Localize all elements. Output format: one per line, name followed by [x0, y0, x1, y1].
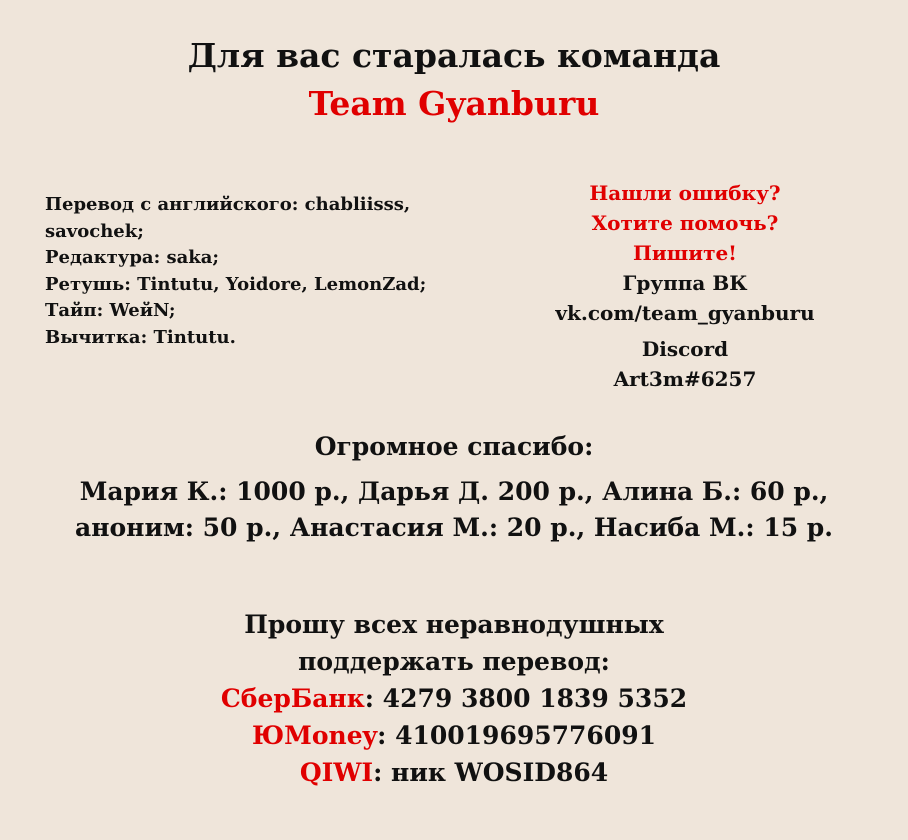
discord-handle: Art3m#6257 — [613, 367, 757, 391]
payment-sberbank — [0, 680, 908, 717]
support-block — [0, 606, 908, 791]
payment-sberbank-name: СберБанк — [220, 684, 365, 713]
contact-block — [520, 178, 850, 394]
credit-line-translation: Перевод с английского: chabliisss, — [45, 194, 411, 215]
payment-qiwi-value: : ник WOSID864 — [373, 758, 609, 787]
payment-yumoney-name: ЮMoney — [252, 721, 378, 750]
credit-line-retouch: Ретушь: Tintutu, Yoidore, LemonZad; — [45, 273, 427, 295]
contact-prompt-2: Хотите помочь? — [591, 211, 779, 235]
payment-yumoney — [0, 717, 908, 754]
vk-link[interactable]: vk.com/team_gyanburu — [555, 301, 815, 325]
thanks-line-1: Мария К.: 1000 р., Дарья Д. 200 р., Алина Б.: 60 р., — [79, 477, 829, 506]
credit-line-editing: Редактура: saka; — [45, 247, 220, 268]
contact-prompt-1: Нашли ошибку? — [589, 181, 781, 205]
vk-label: Группа ВК — [622, 271, 748, 295]
team-name: Team Gyanburu — [308, 84, 600, 123]
thanks-title: Огромное спасибо: — [314, 432, 594, 461]
thanks-list — [0, 474, 908, 546]
discord-label: Discord — [641, 337, 729, 361]
header-title: Для вас старалась команда — [187, 36, 721, 75]
credit-line-typesetting: Тайп: WeйN; — [45, 300, 176, 321]
contact-prompt-3: Пишите! — [633, 241, 737, 265]
payment-sberbank-value: : 4279 3800 1839 5352 — [364, 684, 688, 713]
credits-list — [45, 192, 495, 351]
payment-yumoney-value: : 410019695776091 — [377, 721, 656, 750]
credit-line-proofreading: Вычитка: Tintutu. — [45, 326, 236, 348]
payment-qiwi-name: QIWI — [299, 758, 374, 787]
support-intro-2: поддержать перевод: — [298, 647, 610, 676]
credit-line-translation-cont: savochek; — [45, 220, 144, 242]
support-intro-1: Прошу всех неравнодушных — [244, 610, 664, 639]
thanks-line-2: аноним: 50 р., Анастасия М.: 20 р., Насиба М.: 15 р. — [75, 513, 833, 542]
payment-qiwi — [0, 754, 908, 791]
